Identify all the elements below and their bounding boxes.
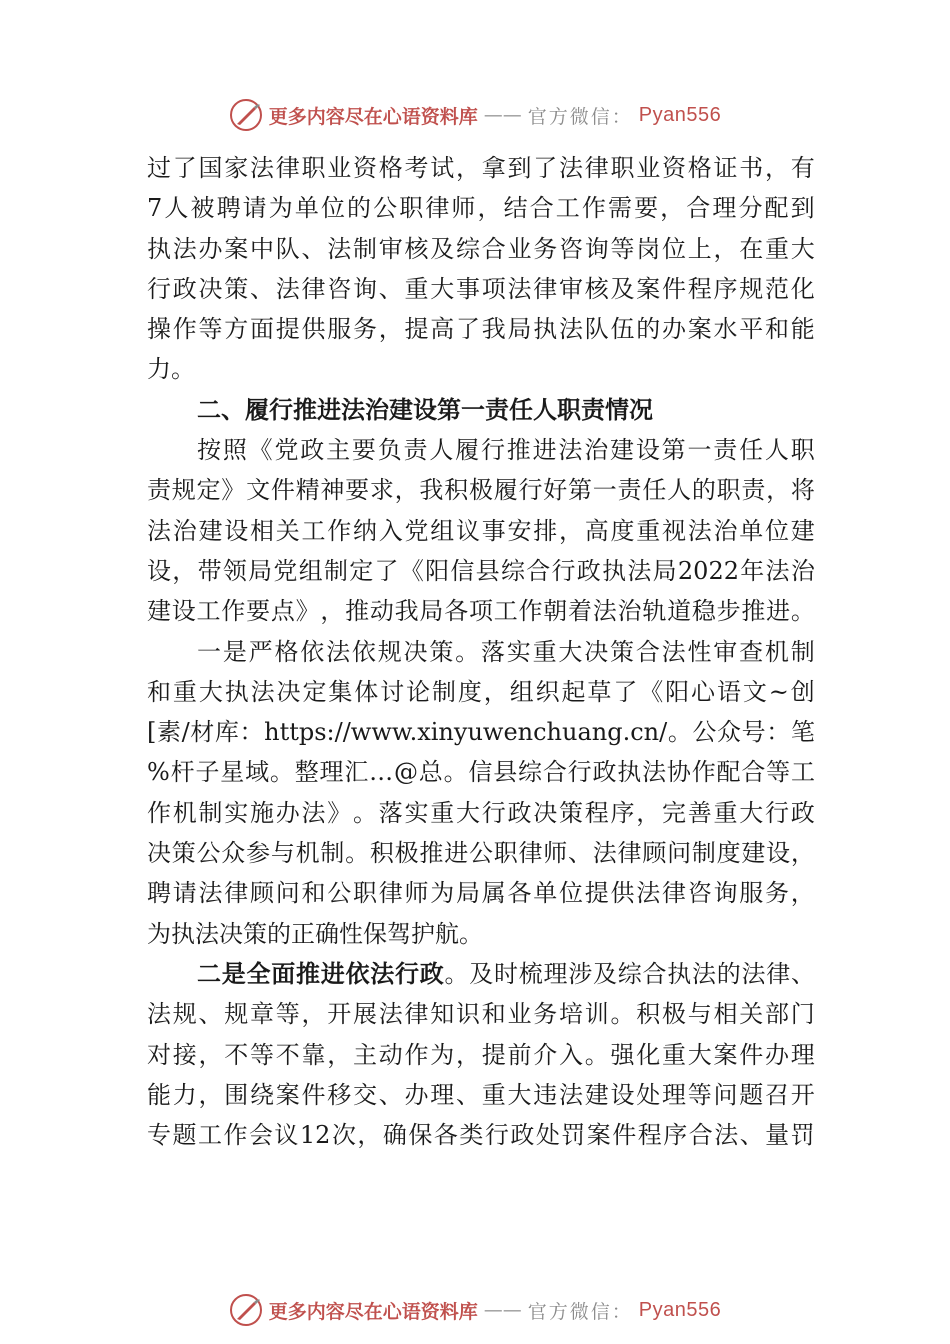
text-line: 责 规 定 》 文 件 精 神 要 求 ， 我 积 极 履 行 好 第 一 责 任 人 的 职 责 ， 将	[147, 476, 815, 505]
text-line: 按 照 《 党 政 主 要 负 责 人 履 行 推 进 法 治 建 设 第 一 责 任 人 职	[197, 436, 815, 465]
text-line: 过 了 国 家 法 律 职 业 资 格 考 试 ， 拿 到 了 法 律 职 业 资 格 证 书 ， 有	[147, 154, 815, 182]
watermark-label: 官方微信：	[527, 1300, 633, 1323]
text-line: [ 素 / 材 库 ： https://www.xinyuwenchuang.cn/ 。 公 众 号 ： 笔	[147, 718, 815, 747]
watermark-dash: ——	[483, 1299, 522, 1321]
text-line: 一 是 严 格 依 法 依 规 决 策 。 落 实 重 大 决 策 合 法 性 审 查 机 制	[197, 637, 815, 666]
text-line: 专 题 工 作 会 议 12 次 ， 确 保 各 类 行 政 处 罚 案 件 程 序 合 法 、 量 罚	[147, 1121, 815, 1150]
text-line: % 杆 子 星 域 。 整 理 汇 … @ 总 。 信 县 综 合 行 政 执 法 协 作 配 合 等 工	[147, 758, 815, 787]
text-line: 为 执 法 决 策 的 正 确 性 保 驾 护 航 。	[147, 919, 483, 948]
text-line: 二 是 全 面 推 进 依 法 行 政 。 及 时 梳 理 涉 及 综 合 执 法 的 法 律 、	[197, 959, 815, 988]
text-line: 行 政 决 策 、 法 律 咨 询 、 重 大 事 项 法 律 审 核 及 案 件 程 序 规 范 化	[147, 274, 815, 303]
quill-logo-icon	[229, 1293, 263, 1327]
text-line: 设 ， 带 领 局 党 组 制 定 了 《 阳 信 县 综 合 行 政 执 法 局 2022 年 法 治	[147, 556, 815, 585]
text-line: 作 机 制 实 施 办 法 》 。 落 实 重 大 行 政 决 策 程 序 ， 完 善 重 大 行 政	[147, 798, 815, 827]
watermark-dash: ——	[483, 104, 522, 126]
header-watermark	[0, 95, 950, 135]
document-body	[147, 148, 815, 1155]
text-line: 聘 请 法 律 顾 问 和 公 职 律 师 为 局 属 各 单 位 提 供 法 律 咨 询 服 务 ，	[147, 879, 815, 908]
text-line: 能 力 ， 围 绕 案 件 移 交 、 办 理 、 重 大 违 法 建 设 处 理 等 问 题 召 开	[147, 1080, 815, 1109]
text-line: 对 接 ， 不 等 不 靠 ， 主 动 作 为 ， 提 前 介 入 。 强 化 重 大 案 件 办 理	[147, 1040, 815, 1069]
text-line: 建 设 工 作 要 点 》 ， 推 动 我 局 各 项 工 作 朝 着 法 治 轨 道 稳 步 推 进 。	[147, 597, 815, 626]
quill-logo-icon	[229, 98, 263, 132]
text-line: 和 重 大 执 法 决 定 集 体 讨 论 制 度 ， 组 织 起 草 了 《 阳 心 语 文 ~ 创	[147, 677, 815, 706]
watermark-brand: 更多内容尽在心语资料库	[268, 105, 478, 128]
watermark-label: 官方微信：	[527, 105, 633, 128]
text-line: 操 作 等 方 面 提 供 服 务 ， 提 高 了 我 局 执 法 队 伍 的 办 案 水 平 和 能	[147, 315, 815, 344]
text-line: 决 策 公 众 参 与 机 制 。 积 极 推 进 公 职 律 师 、 法 律 顾 问 制 度 建 设 ，	[147, 839, 815, 868]
section-heading: 二 、 履 行 推 进 法 治 建 设 第 一 责 任 人 职 责 情 况	[197, 395, 653, 424]
text-line: 7 人 被 聘 请 为 单 位 的 公 职 律 师 ， 结 合 工 作 需 要 ， 合 理 分 配 到	[147, 194, 815, 223]
text-line: 力 。	[147, 355, 195, 384]
footer-watermark	[0, 1290, 950, 1330]
watermark-wechat-id: Pyan556	[638, 1298, 722, 1321]
watermark-wechat-id: Pyan556	[638, 103, 722, 126]
text-line: 法 规 、 规 章 等 ， 开 展 法 律 知 识 和 业 务 培 训 。 积 极 与 相 关 部 门	[147, 1000, 815, 1029]
text-line: 法 治 建 设 相 关 工 作 纳 入 党 组 议 事 安 排 ， 高 度 重 视 法 治 单 位 建	[147, 516, 815, 545]
watermark-brand: 更多内容尽在心语资料库	[268, 1300, 478, 1323]
text-line: 执 法 办 案 中 队 、 法 制 审 核 及 综 合 业 务 咨 询 等 岗 位 上 ， 在 重 大	[147, 234, 815, 263]
